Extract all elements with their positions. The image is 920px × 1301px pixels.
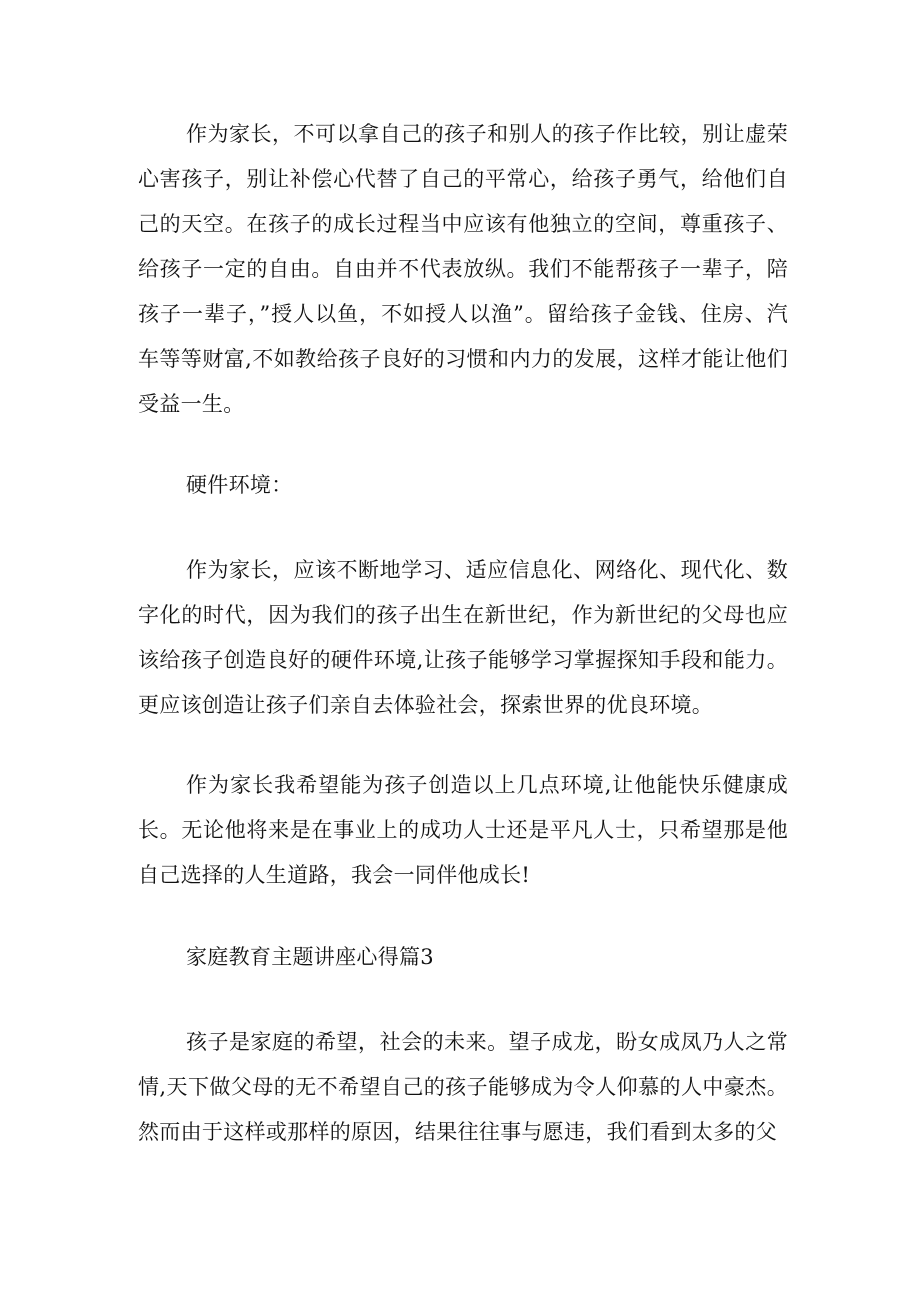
paragraph-hardware-environment: 作为家长，应该不断地学习、适应信息化、网络化、现代化、数字化的时代，因为我们的孩子出生在新世纪，作为新世纪的父母也应该给孩子创造良好的硬件环境,让孩子能够学习掌握探知手段和能力。更应该创造让孩子们亲自去体验社会，探索世界的优良环境。 <box>138 558 788 717</box>
section-title-lecture-notes-3: 家庭教育主题讲座心得篇3 <box>186 945 434 969</box>
paragraph-parent-hope: 作为家长我希望能为孩子创造以上几点环境,让他能快乐健康成长。无论他将来是在事业上的成功人士还是平凡人士，只希望那是他自己选择的人生道路，我会一同伴他成长! <box>138 773 788 887</box>
section-heading-hardware-environment: 硬件环境： <box>186 473 293 497</box>
paragraph-parent-role: 作为家长，不可以拿自己的孩子和别人的孩子作比较，别让虚荣心害孩子，别让补偿心代替了自己的平常心，给孩子勇气，给他们自己的天空。在孩子的成长过程当中应该有他独立的空间，尊重孩子、给孩子一定的自由。自由并不代表放纵。我们不能帮孩子一辈子，陪孩子一辈子，”授人以鱼，不如授人以渔”。留给孩子金钱、住房、汽车等等财富,不如教给孩子良好的习惯和内力的发展，这样才能让他们受益一生。 <box>138 122 788 416</box>
paragraph-children-hope: 孩子是家庭的希望，社会的未来。望子成龙，盼女成凤乃人之常情,天下做父母的无不希望自己的孩子能够成为令人仰慕的人中豪杰。然而由于这样或那样的原因，结果往往事与愿违，我们看到太多的父 <box>138 1030 788 1144</box>
